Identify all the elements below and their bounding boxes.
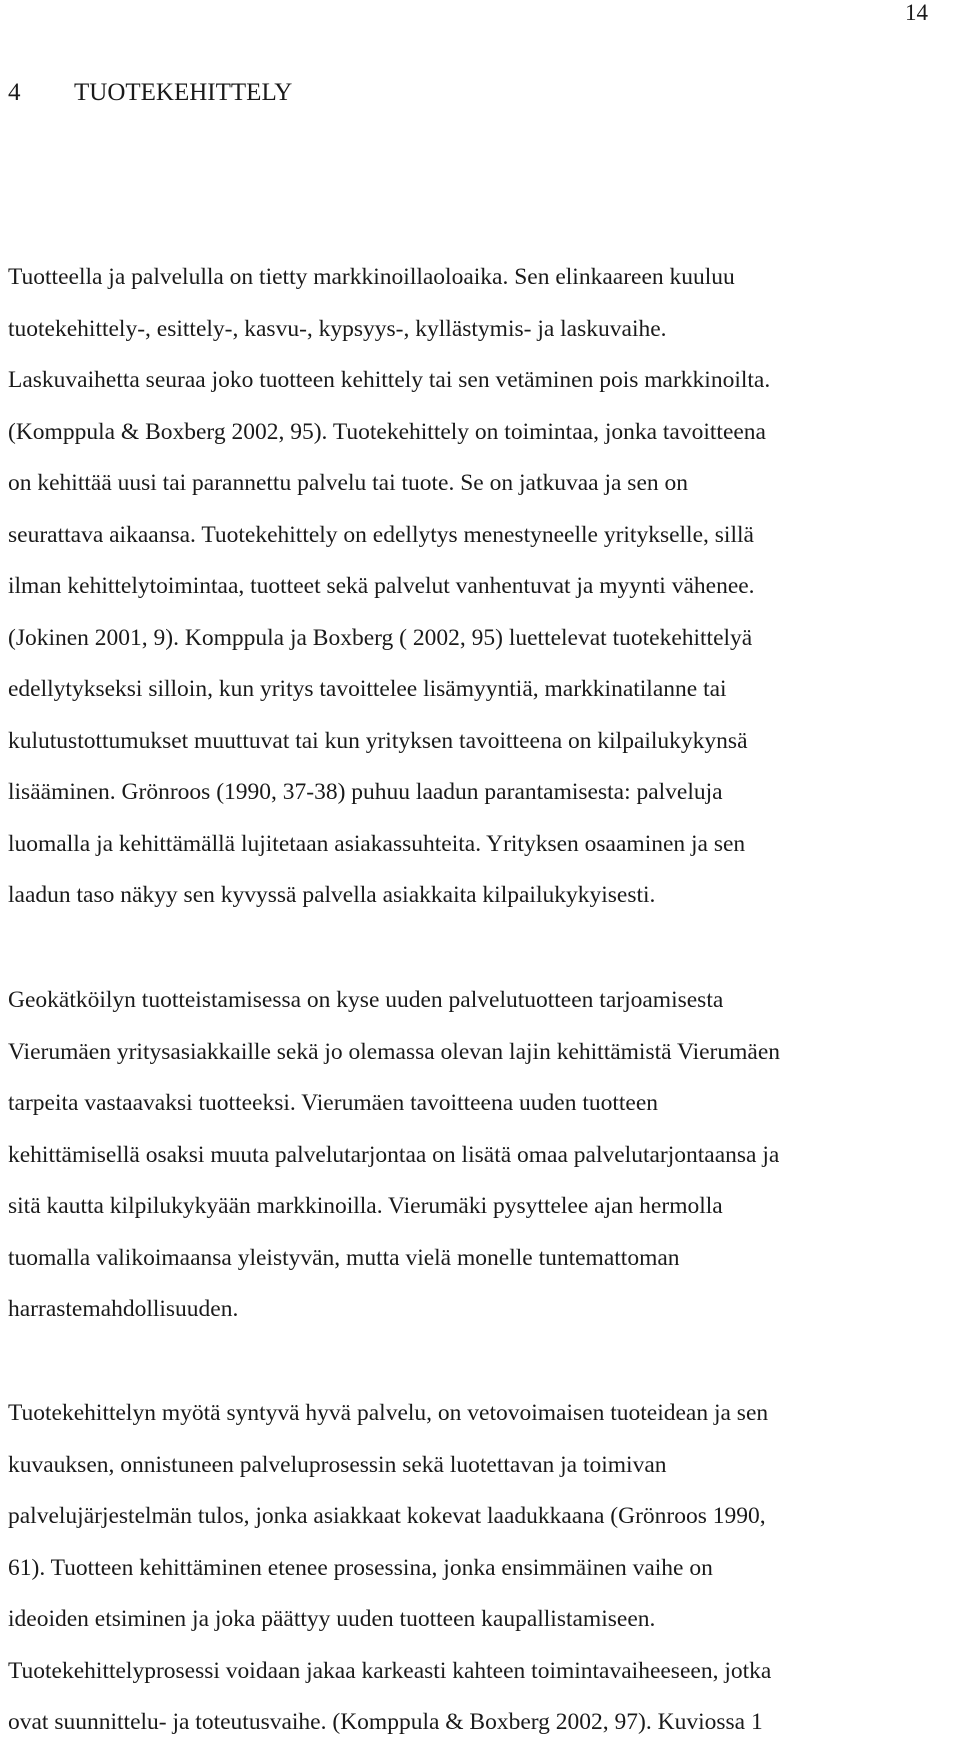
paragraph-2	[8, 985, 958, 1346]
text-line: kehittämisellä osaksi muuta palvelutarjontaa on lisätä omaa palvelutarjontaansa ja	[8, 1141, 780, 1168]
text-line: Vierumäen yritysasiakkaille sekä jo olemassa olevan lajin kehittämistä Vierumäen	[8, 1038, 781, 1065]
chapter-heading	[8, 78, 292, 108]
text-line: ilman kehittelytoimintaa, tuotteet sekä palvelut vanhentuvat ja myynti vähenee.	[8, 573, 755, 599]
text-line: palvelujärjestelmän tulos, jonka asiakkaat kokevat laadukkaana (Grönroos 1990,	[8, 1503, 766, 1529]
text-line: kuvauksen, onnistuneen palveluprosessin sekä luotettavan ja toimivan	[8, 1451, 667, 1478]
text-line: ovat suunnittelu- ja toteutusvaihe. (Komppula & Boxberg 2002, 97). Kuviossa 1	[8, 1709, 763, 1735]
paragraph-3	[8, 1398, 958, 1759]
text-line: tuotekehittely-, esittely-, kasvu-, kypsyys-, kyllästymis- ja laskuvaihe.	[8, 315, 667, 342]
text-line: sitä kautta kilpilukykyään markkinoilla. Vierumäki pysyttelee ajan hermolla	[8, 1193, 723, 1219]
text-line: Tuotekehittelyprosessi voidaan jakaa karkeasti kahteen toimintavaiheeseen, jotka	[8, 1657, 772, 1684]
text-line: on kehittää uusi tai parannettu palvelu tai tuote. Se on jatkuvaa ja sen on	[8, 470, 688, 496]
text-line: tarpeita vastaavaksi tuotteeksi. Vierumäen tavoitteena uuden tuotteen	[8, 1090, 659, 1116]
page-number: 14	[905, 0, 928, 25]
text-line: (Komppula & Boxberg 2002, 95). Tuotekehittely on toimintaa, jonka tavoitteena	[8, 418, 766, 445]
text-line: lisääminen. Grönroos (1990, 37-38) puhuu laadun parantamisesta: palveluja	[8, 779, 723, 805]
text-line: Tuotekehittelyn myötä syntyvä hyvä palvelu, on vetovoimaisen tuoteidean ja sen	[8, 1400, 769, 1426]
chapter-title: TUOTEKEHITTELY	[74, 79, 293, 106]
text-line: laadun taso näkyy sen kyvyssä palvella asiakkaita kilpailukykyisesti.	[8, 882, 656, 908]
text-line: luomalla ja kehittämällä lujitetaan asiakassuhteita. Yrityksen osaaminen ja sen	[8, 830, 746, 857]
chapter-number: 4	[8, 79, 21, 106]
paragraph-1	[8, 262, 958, 932]
text-line: 61). Tuotteen kehittäminen etenee prosessina, jonka ensimmäinen vaihe on	[8, 1554, 713, 1581]
text-line: seurattava aikaansa. Tuotekehittely on edellytys menestyneelle yritykselle, sillä	[8, 521, 754, 548]
text-line: Tuotteella ja palvelulla on tietty markkinoillaoloaika. Sen elinkaareen kuuluu	[8, 264, 735, 290]
text-line: harrastemahdollisuuden.	[8, 1296, 239, 1322]
text-line: ideoiden etsiminen ja joka päättyy uuden tuotteen kaupallistamiseen.	[8, 1606, 656, 1632]
text-line: Laskuvaihetta seuraa joko tuotteen kehittely tai sen vetäminen pois markkinoilta.	[8, 367, 771, 393]
text-line: kulutustottumukset muuttuvat tai kun yrityksen tavoitteena on kilpailukykynsä	[8, 727, 748, 754]
text-line: tuomalla valikoimaansa yleistyvän, mutta vielä monelle tuntemattoman	[8, 1244, 680, 1271]
text-line: Geokätköilyn tuotteistamisessa on kyse uuden palvelutuotteen tarjoamisesta	[8, 987, 724, 1013]
text-line: edellytykseksi silloin, kun yritys tavoittelee lisämyyntiä, markkinatilanne tai	[8, 676, 727, 702]
text-line: (Jokinen 2001, 9). Komppula ja Boxberg ( 2002, 95) luettelevat tuotekehittelyä	[8, 624, 753, 651]
